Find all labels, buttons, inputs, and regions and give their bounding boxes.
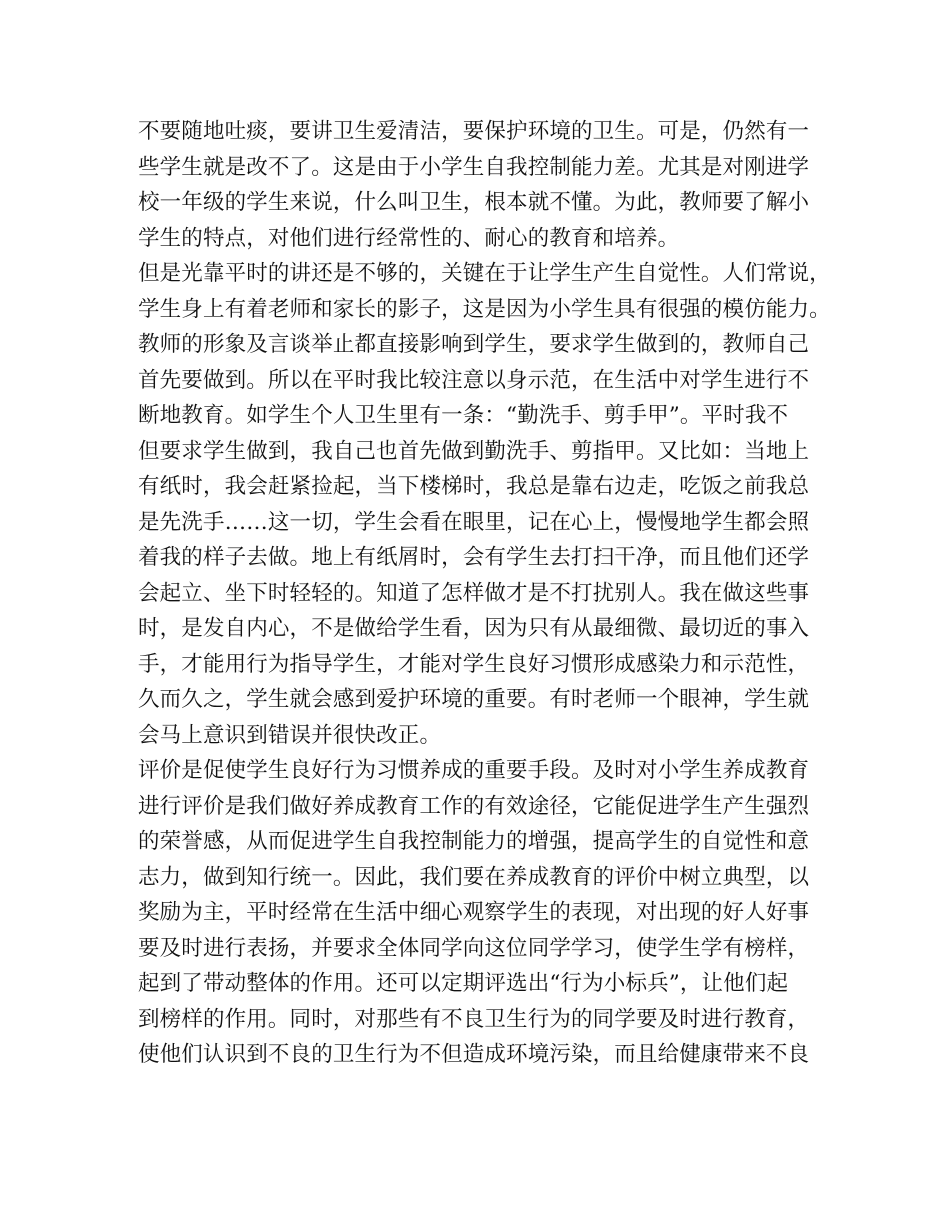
text-line-18: 会马上意识到错误并很快改正。 [138,722,442,748]
text-line-26: 到榜样的作用。同时，对那些有不良卫生行为的同学要及时进行教育， [138,1006,810,1032]
text-line-24: 要及时进行表扬，并要求全体同学向这位同学学习，使学生学有榜样， [138,935,810,961]
text-line-13: 着我的样子去做。地上有纸屑时，会有学生去打扫干净，而且他们还学 [138,545,810,570]
text-line-21: 的荣誉感，从而促进学生自我控制能力的增强，提高学生的自觉性和意 [138,829,810,854]
text-line-3: 校一年级的学生来说，什么叫卫生，根本就不懂。为此，教师要了解小 [138,190,810,215]
text-line-22: 志力，做到知行统一。因此，我们要在养成教育的评价中树立典型，以 [138,864,810,890]
text-line-16: 手，才能用行为指导学生，才能对学生良好习惯形成感染力和示范性， [138,651,810,677]
text-line-19: 评价是促使学生良好行为习惯养成的重要手段。及时对小学生养成教育 [138,758,810,783]
text-line-11: 有纸时，我会赶紧捡起，当下楼梯时，我总是靠右边走，吃饭之前我总 [138,474,810,499]
text-line-2: 些学生就是改不了。这是由于小学生自我控制能力差。尤其是对刚进学 [138,154,810,180]
text-line-9: 断地教育。如学生个人卫生里有一条：“勤洗手、剪手甲”。平时我不 [138,403,789,428]
text-line-8: 首先要做到。所以在平时我比较注意以身示范，在生活中对学生进行不 [138,367,810,393]
text-line-12: 是先洗手……这一切，学生会看在眼里，记在心上，慢慢地学生都会照 [138,509,810,535]
text-line-23: 奖励为主，平时经常在生活中细心观察学生的表现，对出现的好人好事 [138,900,810,925]
text-line-14: 会起立、坐下时轻轻的。知道了怎样做才是不打扰别人。我在做这些事 [138,580,810,606]
text-line-27: 使他们认识到不良的卫生行为不但造成环境污染，而且给健康带来不良 [138,1042,810,1067]
text-line-10: 但要求学生做到，我自己也首先做到勤洗手、剪指甲。又比如：当地上 [138,438,810,464]
text-line-4: 学生的特点，对他们进行经常性的、耐心的教育和培养。 [138,225,680,251]
text-line-17: 久而久之，学生就会感到爱护环境的重要。有时老师一个眼神，学生就 [138,687,810,712]
text-line-7: 教师的形象及言谈举止都直接影响到学生，要求学生做到的，教师自己 [138,332,810,357]
text-line-6: 学生身上有着老师和家长的影子，这是因为小学生具有很强的模仿能力。 [138,296,831,322]
text-line-1: 不要随地吐痰，要讲卫生爱清洁，要保护环境的卫生。可是，仍然有一 [138,119,810,144]
body-text [138,114,831,1073]
text-line-5: 但是光靠平时的讲还是不够的，关键在于让学生产生自觉性。人们常说， [138,261,831,286]
text-line-15: 时，是发自内心，不是做给学生看，因为只有从最细微、最切近的事入 [138,616,810,641]
text-line-20: 进行评价是我们做好养成教育工作的有效途径，它能促进学生产生强烈 [138,793,810,819]
text-line-25: 起到了带动整体的作用。还可以定期评选出“行为小标兵”，让他们起 [138,971,789,996]
